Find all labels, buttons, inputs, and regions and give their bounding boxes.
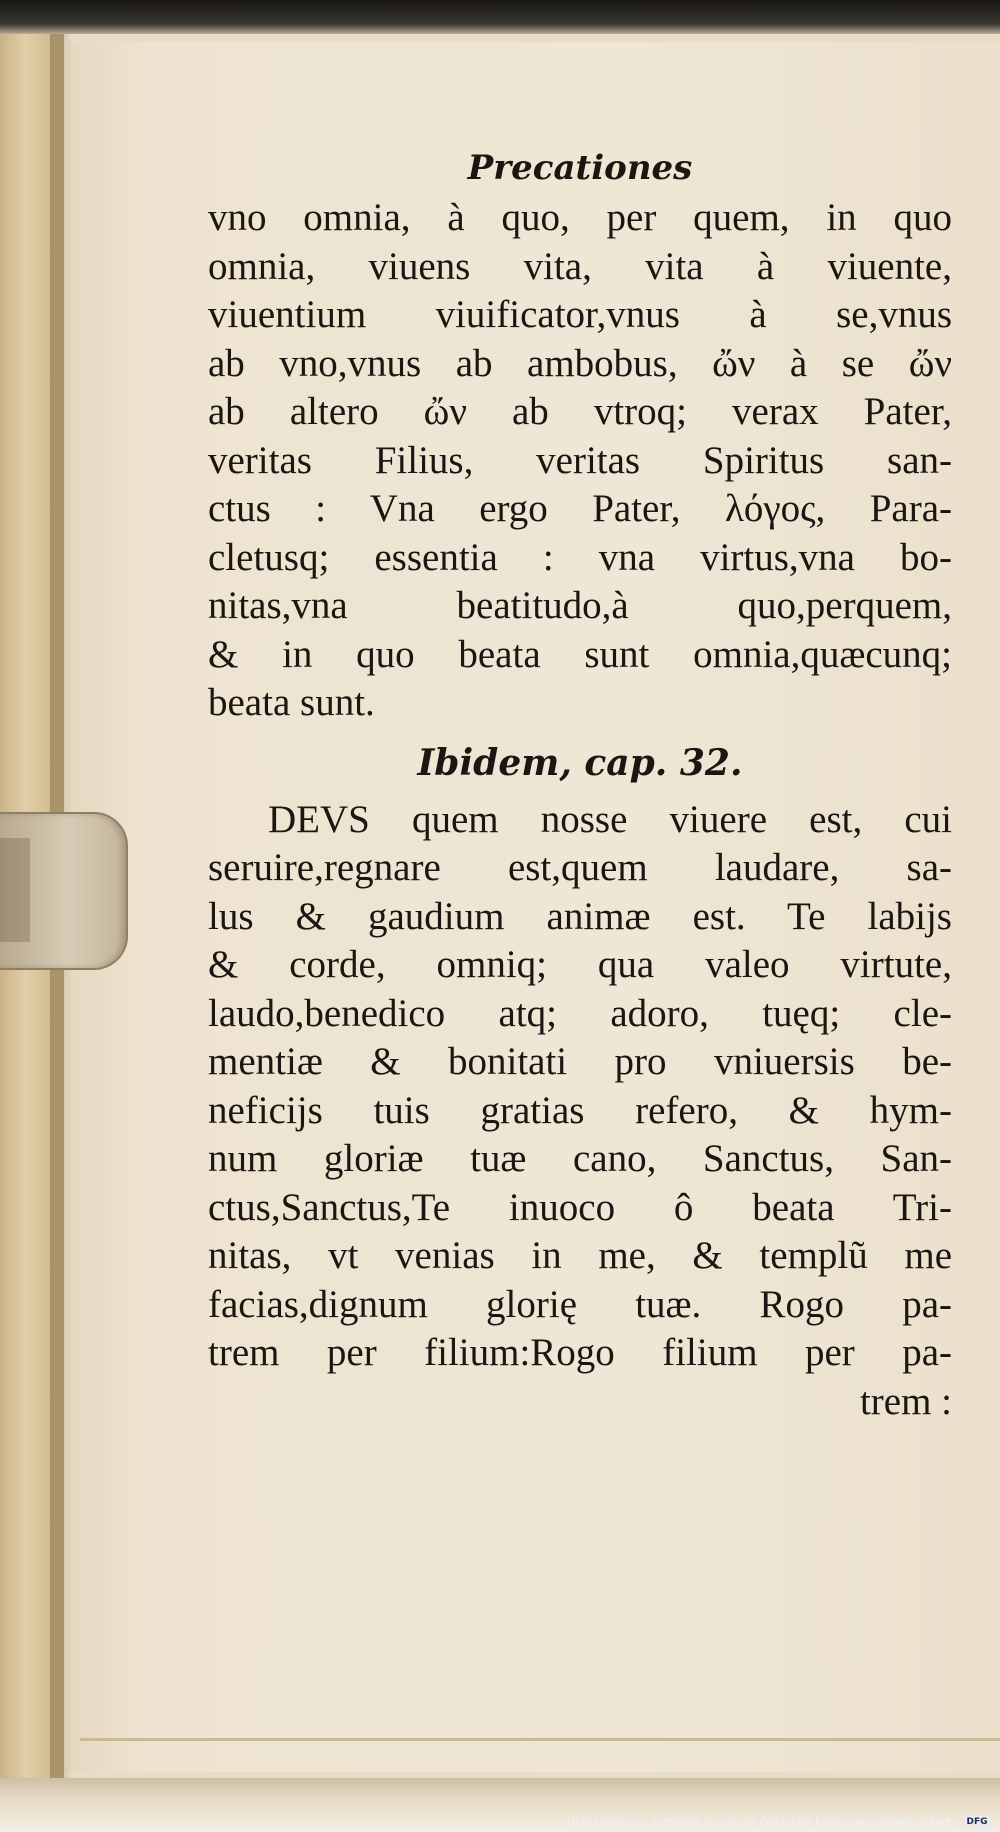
text-line: lus & gaudium animæ est. Te labijs	[208, 894, 952, 938]
text-line: DEVS quem nosse viuere est, cui	[268, 797, 952, 841]
text-line: trem per filium:Rogo filium per pa-	[208, 1331, 952, 1374]
dfg-logo: DFG	[964, 1816, 990, 1829]
scan-top-edge	[0, 0, 1000, 34]
text-line: vno omnia, à quo, per quem, in quo	[208, 196, 952, 239]
text-line: nitas, vt venias in me, & templũ me	[208, 1234, 952, 1277]
text-line: ab vno,vnus ab ambobus, ὤν à se ὤν	[208, 341, 952, 385]
text-line: nitas,vna beatitudo,à quo,perquem,	[208, 584, 952, 627]
text-line: cletusq; essentia : vna virtus,vna bo-	[208, 535, 952, 579]
credit-text: Digitalisierung gefördert durch die Deutsche Forschungsgemeinschaft -	[566, 1815, 960, 1829]
text-line: mentiæ & bonitati pro vniuersis be-	[208, 1040, 952, 1083]
text-line: veritas Filius, veritas Spiritus san-	[208, 438, 952, 482]
running-head: Precationes	[467, 148, 693, 188]
section-heading: Ibidem, cap. 32.	[417, 741, 743, 784]
text-line: & corde, omniq; qua valeo virtute,	[208, 943, 952, 986]
page-clip-shadow	[0, 838, 30, 942]
text-line: & in quo beata sunt omnia,quæcunq;	[208, 632, 952, 676]
paragraph-2	[208, 796, 952, 1427]
catchword: trem :	[859, 1379, 952, 1423]
text-line: ctus : Vna ergo Pater, λόγος, Para-	[208, 487, 952, 530]
text-line: num gloriæ tuæ cano, Sanctus, San-	[208, 1137, 952, 1180]
text-line: ctus,Sanctus,Te inuoco ô beata Tri-	[208, 1185, 952, 1229]
text-line: laudo,benedico atq; adoro, tuęq; cle-	[208, 991, 952, 1035]
text-line: seruire,regnare est,quem laudare, sa-	[208, 846, 952, 889]
text-line: viuentium viuificator,vnus à se,vnus	[208, 293, 952, 336]
page-edge-line	[80, 1738, 1000, 1741]
text-line: omnia, viuens vita, vita à viuente,	[208, 244, 952, 288]
text-line: neficijs tuis gratias refero, & hym-	[208, 1088, 952, 1132]
paragraph-1	[208, 194, 952, 728]
digitization-credit	[567, 1814, 990, 1830]
text-line: facias,dignum glorię tuæ. Rogo pa-	[208, 1282, 952, 1326]
text-line: ab altero ὤν ab vtroq; verax Pater,	[208, 390, 952, 433]
text-line: beata sunt.	[208, 681, 375, 724]
page-text	[208, 146, 952, 1426]
